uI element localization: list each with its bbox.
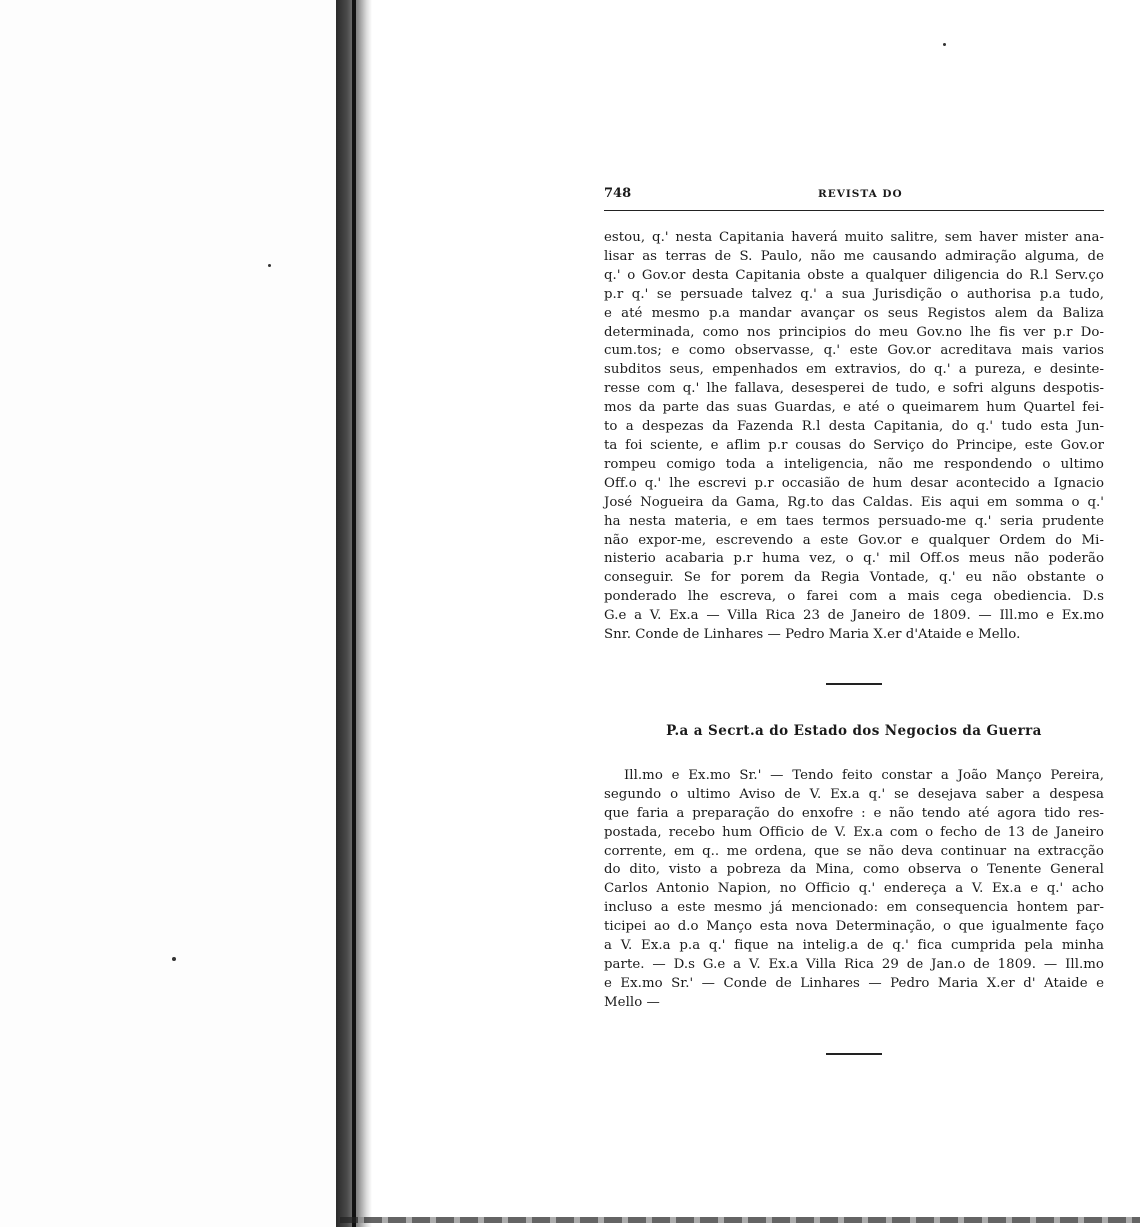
text-line: Carlos Antonio Napion, no Officio q.' endereça a V. Ex.a e q.' acho — [604, 881, 1104, 897]
letter-paragraph-1 — [604, 229, 1104, 645]
text-line: a V. Ex.a p.a q.' fique na intelig.a de q.' fica cumprida pela minha — [604, 938, 1104, 954]
text-line: G.e a V. Ex.a — Villa Rica 23 de Janeiro de 1809. — Ill.mo e Ex.mo — [604, 608, 1104, 624]
running-head — [604, 186, 1104, 208]
running-title: REVISTA DO — [818, 188, 903, 200]
blank-left-page — [0, 0, 340, 1227]
text-line: ticipei ao d.o Manço esta nova Determinação, o que igualmente faço — [604, 919, 1104, 935]
text-line: determinada, como nos principios do meu Gov.no lhe fis ver p.r Do- — [604, 324, 1104, 340]
page-number: 748 — [604, 186, 632, 201]
text-line: Off.o q.' lhe escrevi p.r occasião de hum desar acontecido a Ignacio — [604, 475, 1104, 491]
text-line: mos da parte das suas Guardas, e até o queimarem hum Quartel fei- — [604, 400, 1104, 416]
text-line: não expor-me, escrevendo a este Gov.or e qualquer Ordem do Mi- — [604, 532, 1104, 548]
scan-bottom-edge — [340, 1217, 1140, 1223]
book-spine-edge — [352, 0, 356, 1227]
text-line: ha nesta materia, e em taes termos persuado-me q.' seria prudente — [604, 513, 1104, 529]
text-line: estou, q.' nesta Capitania haverá muito salitre, sem haver mister ana- — [604, 230, 1104, 245]
text-line: postada, recebo hum Officio de V. Ex.a com o fecho de 13 de Janeiro — [604, 824, 1104, 840]
text-line: lisar as terras de S. Paulo, não me causando admiração alguma, de — [604, 248, 1104, 264]
document-page — [604, 186, 1104, 1055]
end-separator — [826, 1053, 882, 1055]
letter-paragraph-2 — [604, 767, 1104, 1013]
paper-speck — [943, 43, 946, 46]
text-line: resse com q.' lhe fallava, desesperei de tudo, e sofri alguns despotis- — [604, 381, 1104, 397]
text-line: to a despezas da Fazenda R.l desta Capitania, do q.' tudo esta Jun- — [604, 419, 1104, 435]
text-line: e até mesmo p.a mandar avançar os seus Registos alem da Baliza — [604, 305, 1104, 321]
text-line: segundo o ultimo Aviso de V. Ex.a q.' se desejava saber a despesa — [604, 786, 1104, 802]
text-line: ponderado lhe escreva, o farei com a mais cega obediencia. D.s — [604, 589, 1104, 605]
text-line: ta foi sciente, e aflim p.r cousas do Serviço do Principe, este Gov.or — [604, 437, 1104, 453]
text-line: subditos seus, empenhados em extravios, do q.' a pureza, e desinte- — [604, 362, 1104, 378]
text-line: rompeu comigo toda a inteligencia, não me respondendo o ultimo — [604, 456, 1104, 472]
text-line: do dito, visto a pobreza da Mina, como observa o Tenente General — [604, 862, 1104, 878]
text-line: que faria a preparação do enxofre : e não tendo até agora tido res- — [604, 805, 1104, 821]
text-line: nisterio acabaria p.r huma vez, o q.' mil Off.os meus não poderão — [604, 551, 1104, 567]
section-title: P.a a Secrt.a do Estado dos Negocios da Guerra — [666, 722, 1042, 739]
text-line: p.r q.' se persuade talvez q.' a sua Jurisdição o authorisa p.a tudo, — [604, 286, 1104, 302]
header-rule — [604, 210, 1104, 211]
text-line: conseguir. Se for porem da Regia Vontade, q.' eu não obstante o — [604, 570, 1104, 586]
text-line: corrente, em q.. me ordena, que se não deva continuar na extracção — [604, 843, 1104, 859]
text-line: Mello — — [604, 994, 660, 1010]
text-line: q.' o Gov.or desta Capitania obste a qualquer diligencia do R.l Serv.ço — [604, 267, 1104, 283]
text-line: Snr. Conde de Linhares — Pedro Maria X.er d'Ataide e Mello. — [604, 627, 1021, 643]
text-line: José Nogueira da Gama, Rg.to das Caldas. Eis aqui em somma o q.' — [604, 494, 1104, 510]
paper-speck — [172, 957, 176, 961]
text-line: Ill.mo e Ex.mo Sr.' — Tendo feito constar a João Manço Pereira, — [624, 767, 1104, 783]
text-line: parte. — D.s G.e a V. Ex.a Villa Rica 29 de Jan.o de 1809. — Ill.mo — [604, 957, 1104, 972]
text-line: incluso a este mesmo já mencionado: em consequencia hontem par- — [604, 900, 1104, 916]
paper-speck — [268, 264, 271, 267]
text-line: cum.tos; e como observasse, q.' este Gov.or acreditava mais varios — [604, 343, 1104, 359]
text-line: e Ex.mo Sr.' — Conde de Linhares — Pedro Maria X.er d' Ataide e — [604, 975, 1104, 991]
section-separator — [826, 683, 882, 685]
